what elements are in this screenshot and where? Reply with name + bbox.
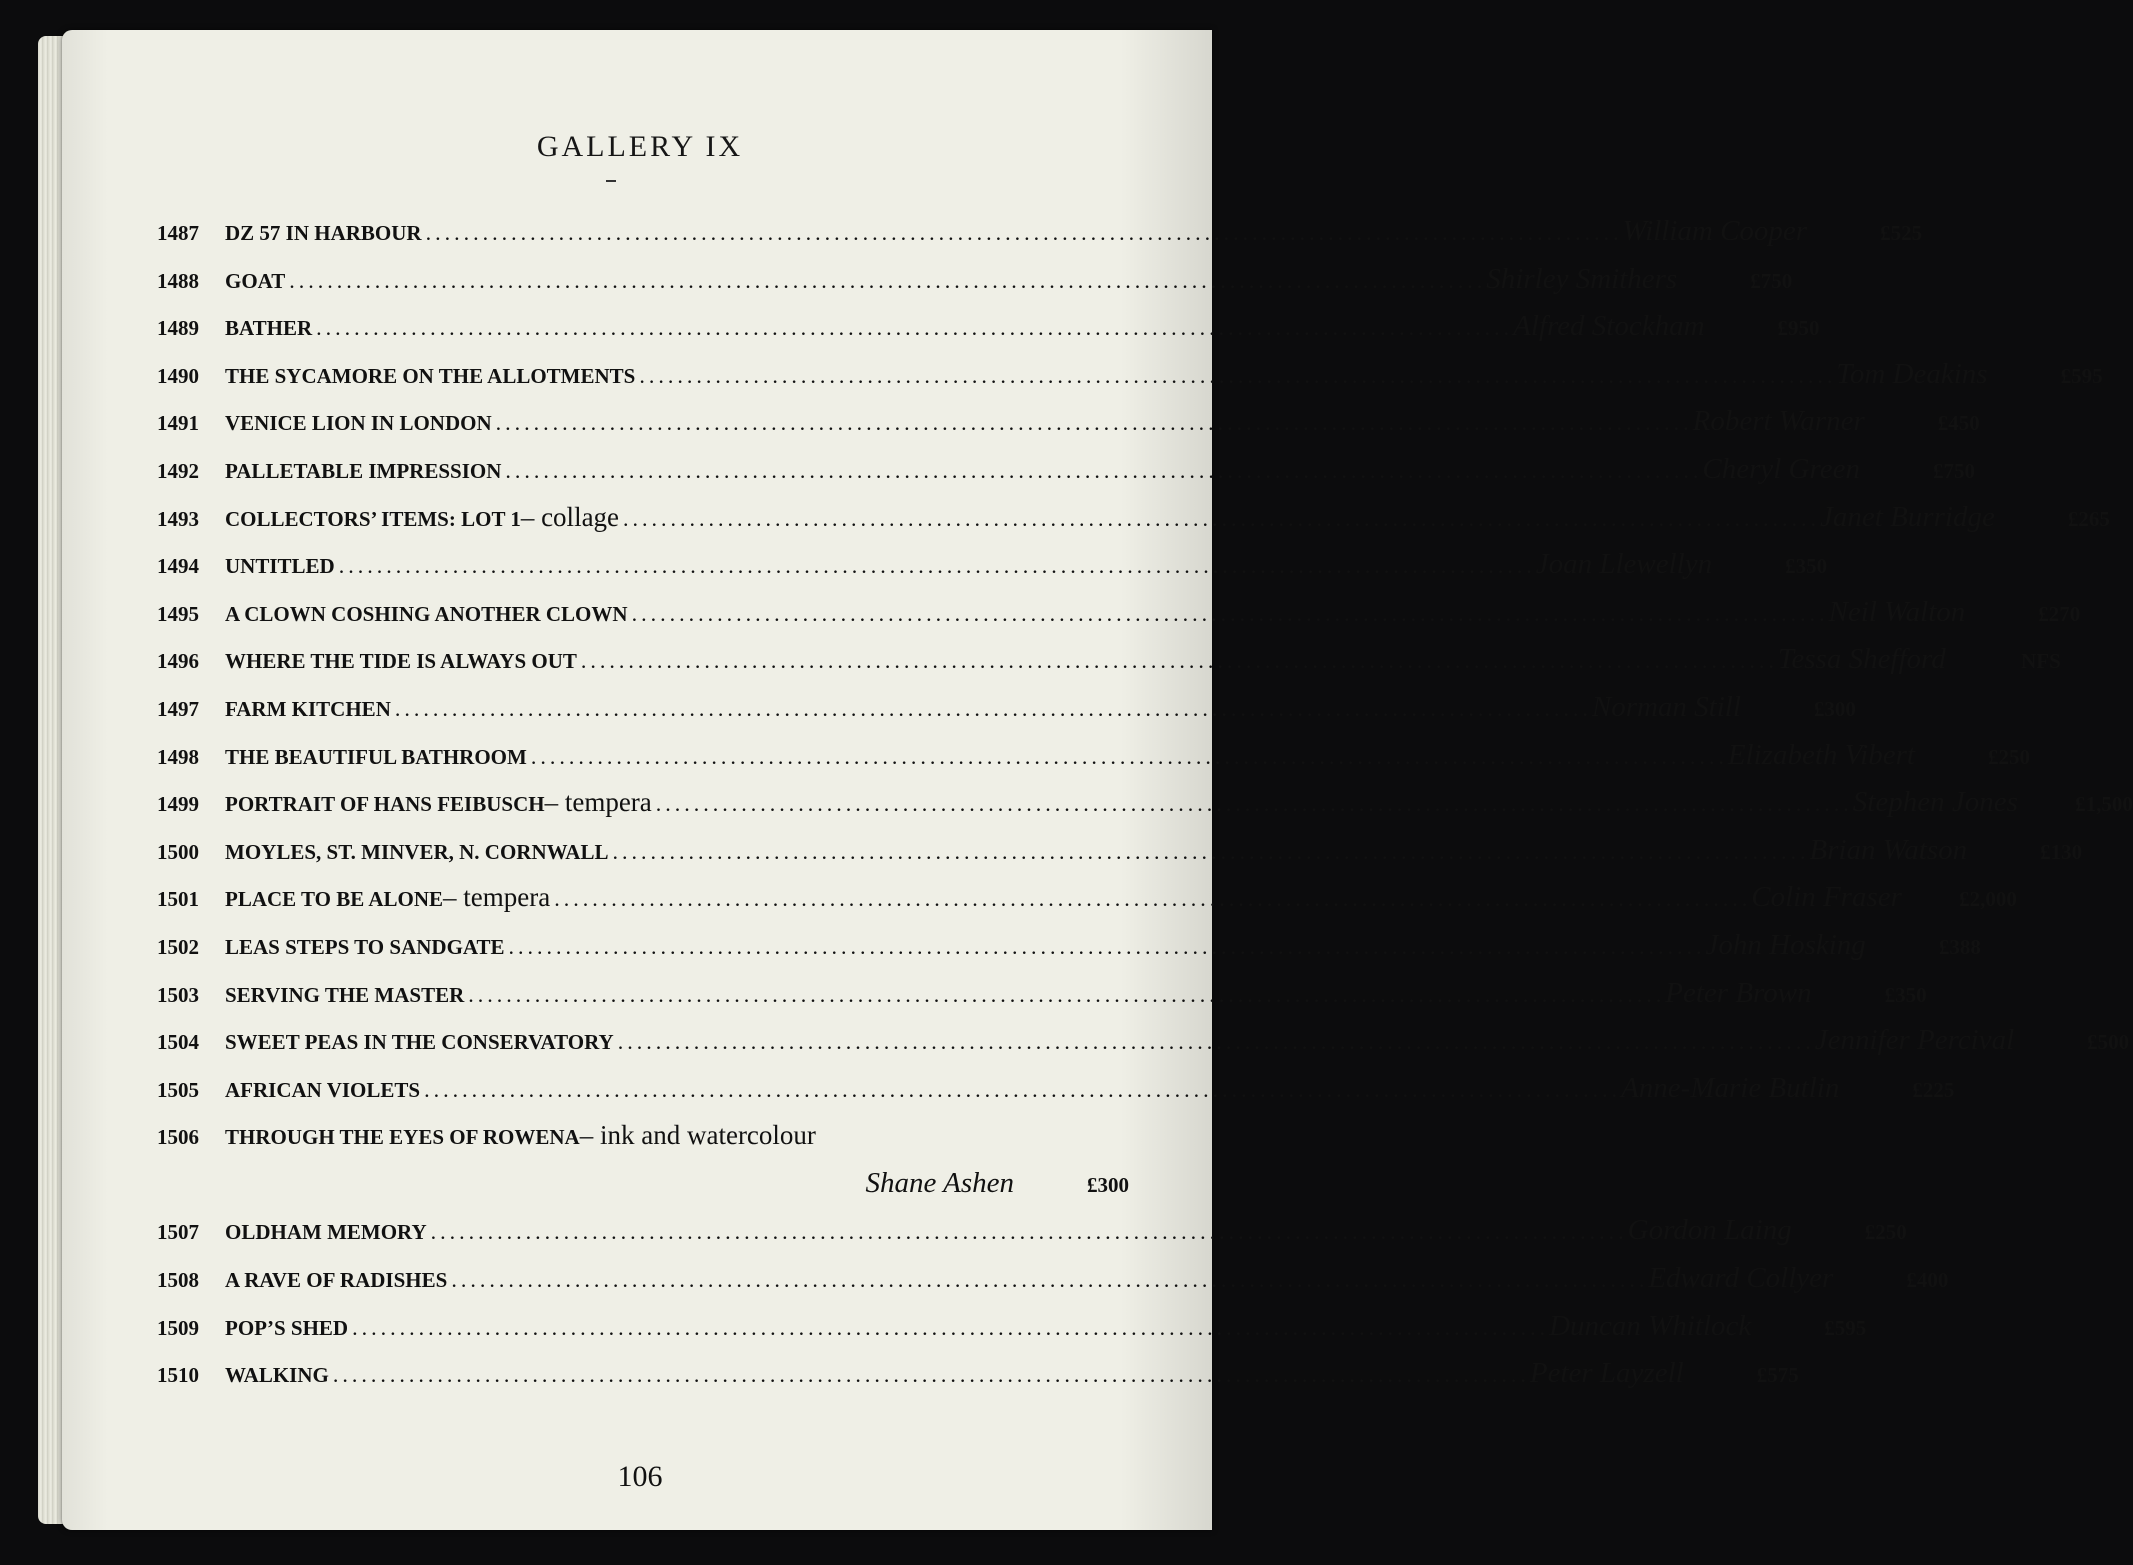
- entry-title: THE SYCAMORE ON THE ALLOTMENTS: [225, 363, 636, 388]
- entry-number: 1505: [157, 1077, 199, 1102]
- entry-title: PLACE TO BE ALONE: [225, 887, 444, 912]
- entry-number: 1487: [157, 221, 199, 245]
- entry-row: [157, 541, 1828, 589]
- entry-title: VENICE LION IN LONDON: [225, 411, 492, 436]
- entry-price: £350: [1884, 982, 1927, 1007]
- entry-row: [157, 398, 1980, 446]
- entry-row: [157, 303, 1820, 351]
- entry-number: 1508: [157, 1268, 199, 1293]
- entry-title: SWEET PEAS IN THE CONSERVATORY: [225, 1030, 614, 1055]
- entry-price: £225: [1912, 1077, 1955, 1102]
- entry-price: £130: [2040, 839, 2083, 864]
- entry-price: £525: [1880, 221, 1923, 245]
- leader-dots: ..............................................................................................................................: [394, 695, 1592, 721]
- entry-artist: Shane Ashen: [865, 1166, 1014, 1199]
- entry-artist: Janet Burridge: [1820, 500, 1995, 533]
- entry-artist: Peter Brown: [1665, 976, 1812, 1009]
- entry-title: COLLECTORS’ ITEMS: LOT 1: [225, 506, 521, 531]
- entry-number: 1496: [157, 649, 199, 674]
- leader-dots: ..............................................................................................................................: [617, 1029, 1815, 1055]
- entry-number: 1510: [157, 1363, 199, 1388]
- entry-title: A RAVE OF RADISHES: [225, 1268, 448, 1293]
- entry-artist: Edward Collyer: [1648, 1262, 1834, 1295]
- entry-title: OLDHAM MEMORY: [225, 1220, 427, 1245]
- entry-row: [157, 1065, 1955, 1113]
- entry-row: [157, 589, 2081, 637]
- entry-number: 1500: [157, 839, 199, 864]
- entry-number: 1502: [157, 934, 199, 959]
- entry-row: [157, 1303, 1867, 1351]
- entry-artist: Robert Warner: [1692, 405, 1865, 438]
- entry-number: 1488: [157, 268, 199, 293]
- entry-artist: Elizabeth Vibert: [1727, 738, 1915, 771]
- entry-row: [157, 1350, 1799, 1398]
- entry-price: £1,500: [2075, 792, 2133, 817]
- entry-artist: Neil Walton: [1828, 595, 1966, 628]
- leader-dots: ..............................................................................................................................: [530, 743, 1728, 769]
- entry-artist: Tessa Shefford: [1777, 643, 1946, 676]
- entry-price: £500: [2087, 1030, 2130, 1055]
- entry-row: [157, 494, 2110, 542]
- entry-title: THE BEAUTIFUL BATHROOM: [225, 744, 527, 769]
- entry-title: DZ 57 IN HARBOUR: [225, 221, 422, 245]
- leader-dots: ..............................................................................................................................: [505, 457, 1703, 483]
- leader-dots: ..............................................................................................................................: [639, 362, 1837, 388]
- entry-row: [157, 970, 1927, 1018]
- entry-number: 1506: [157, 1125, 199, 1150]
- leader-dots: ..............................................................................................................................: [612, 838, 1810, 864]
- leader-dots: ..............................................................................................................................: [468, 981, 1666, 1007]
- entry-title: LEAS STEPS TO SANDGATE: [225, 934, 505, 959]
- entry-price: £300: [1813, 696, 1856, 721]
- entry-row: [157, 208, 1923, 256]
- entry-price: £450: [1937, 411, 1980, 436]
- entry-artist: John Hosking: [1705, 928, 1866, 961]
- entry-price: £2,000: [1959, 887, 2017, 912]
- entry-row: [157, 684, 1856, 732]
- leader-dots: ..............................................................................................................................: [631, 600, 1829, 626]
- entry-title: UNTITLED: [225, 554, 335, 579]
- entry-medium: – collage: [520, 501, 620, 532]
- entry-price: £250: [1864, 1220, 1907, 1245]
- leader-dots: ..............................................................................................................................: [430, 1219, 1628, 1245]
- entry-number: 1509: [157, 1315, 199, 1340]
- entry-title: WALKING: [225, 1363, 329, 1388]
- entry-number: 1497: [157, 696, 199, 721]
- entry-row: [157, 874, 2017, 922]
- entry-artist: William Cooper: [1622, 215, 1808, 247]
- entry-title: THROUGH THE EYES OF ROWENA: [225, 1125, 580, 1150]
- leader-dots: ..............................................................................................................................: [425, 220, 1623, 245]
- entry-artist: Brian Watson: [1809, 833, 1968, 866]
- entry-row: [157, 827, 2083, 875]
- entry-title: A CLOWN COSHING ANOTHER CLOWN: [225, 601, 628, 626]
- entry-price: £950: [1777, 316, 1820, 341]
- entry-row: [157, 636, 2061, 684]
- entry-title: MOYLES, ST. MINVER, N. CORNWALL: [225, 839, 609, 864]
- entry-title: BATHER: [225, 316, 313, 341]
- entry-number: 1494: [157, 554, 199, 579]
- entry-title: PALLETABLE IMPRESSION: [225, 458, 502, 483]
- entry-row: [157, 1207, 1907, 1255]
- entry-number: 1499: [157, 792, 199, 817]
- entry-row: [157, 1017, 2130, 1065]
- leader-dots: ..............................................................................................................................: [655, 791, 1853, 817]
- entry-number: 1493: [157, 506, 199, 531]
- entry-price: £350: [1785, 554, 1828, 579]
- leader-dots: ..............................................................................................................................: [289, 267, 1487, 293]
- page-title: GALLERY IX: [536, 130, 744, 163]
- page-number: 106: [617, 1460, 663, 1493]
- entry-row: [157, 351, 2103, 399]
- leader-dots: ..............................................................................................................................: [332, 1362, 1530, 1388]
- title-divider: [606, 180, 616, 182]
- entry-list: [157, 208, 2133, 1398]
- leader-dots: ..............................................................................................................................: [623, 505, 1821, 531]
- entry-artist: Norman Still: [1591, 690, 1741, 723]
- entry-title: PORTRAIT OF HANS FEIBUSCH: [225, 792, 545, 817]
- leader-dots: ..............................................................................................................................: [338, 553, 1536, 579]
- entry-artist: Gordon Laing: [1627, 1214, 1792, 1247]
- entry-medium: – ink and watercolour: [579, 1120, 816, 1151]
- entry-artist: Stephen Jones: [1852, 786, 2018, 819]
- leader-dots: ..............................................................................................................................: [352, 1314, 1550, 1340]
- entry-row: [157, 1255, 1949, 1303]
- entry-price: £250: [1987, 744, 2030, 769]
- entry-medium: – tempera: [443, 882, 551, 913]
- entry-price: £750: [1932, 458, 1975, 483]
- entry-number: 1495: [157, 601, 199, 626]
- leader-dots: ..............................................................................................................................: [554, 886, 1752, 912]
- entry-price: £575: [1756, 1363, 1799, 1388]
- entry-number: 1498: [157, 744, 199, 769]
- entry-title: FARM KITCHEN: [225, 696, 391, 721]
- entry-price: £595: [1824, 1315, 1867, 1340]
- entry-title: AFRICAN VIOLETS: [225, 1077, 421, 1102]
- entry-number: 1501: [157, 887, 199, 912]
- entry-artist: Duncan Whitlock: [1549, 1309, 1752, 1342]
- entry-artist: Tom Deakins: [1836, 357, 1988, 390]
- leader-dots: ..............................................................................................................................: [451, 1267, 1649, 1293]
- leader-dots: ..............................................................................................................................: [508, 933, 1706, 959]
- entry-artist: Jennifer Percival: [1814, 1024, 2015, 1057]
- leader-dots: ..............................................................................................................................: [495, 410, 1693, 436]
- entry-price: £750: [1750, 268, 1793, 293]
- entry-row: [157, 732, 2030, 780]
- entry-price: £300: [1087, 1172, 1129, 1197]
- leader-dots: ..............................................................................................................................: [580, 648, 1778, 674]
- entry-number: 1504: [157, 1030, 199, 1055]
- entry-title: WHERE THE TIDE IS ALWAYS OUT: [225, 649, 577, 674]
- leader-dots: ..............................................................................................................................: [316, 315, 1514, 341]
- entry-price: £400: [1906, 1268, 1949, 1293]
- entry-title: GOAT: [225, 268, 286, 293]
- entry-price: £270: [2038, 601, 2081, 626]
- entry-number: 1489: [157, 316, 199, 341]
- entry-number: 1492: [157, 458, 199, 483]
- entry-artist: Peter Layzell: [1529, 1357, 1684, 1390]
- entry-artist: Colin Fraser: [1751, 881, 1902, 914]
- entry-title: POP’S SHED: [225, 1315, 349, 1340]
- entry-price: NFS: [2021, 649, 2061, 674]
- entry-row: [157, 779, 2133, 827]
- entry-price: £265: [2067, 506, 2110, 531]
- entry-medium: – tempera: [544, 787, 652, 818]
- entry-artist: Alfred Stockham: [1513, 310, 1705, 343]
- entry-artist: Anne-Marie Butlin: [1621, 1071, 1840, 1104]
- entry-title: SERVING THE MASTER: [225, 982, 465, 1007]
- entry-artist: Shirley Smithers: [1486, 262, 1678, 295]
- entry-artist: Cheryl Green: [1702, 452, 1860, 485]
- entry-row: [157, 256, 1793, 304]
- entry-price: £595: [2060, 363, 2103, 388]
- entry-artist: Joan Llewellyn: [1535, 548, 1713, 581]
- entry-number: 1491: [157, 411, 199, 436]
- entry-number: 1490: [157, 363, 199, 388]
- entry-price: £388: [1938, 934, 1981, 959]
- entry-number: 1507: [157, 1220, 199, 1245]
- entry-row: [157, 446, 1975, 494]
- entry-row: [157, 922, 1981, 970]
- entry-row: [157, 1112, 1129, 1207]
- entry-number: 1503: [157, 982, 199, 1007]
- leader-dots: ..............................................................................................................................: [424, 1076, 1622, 1102]
